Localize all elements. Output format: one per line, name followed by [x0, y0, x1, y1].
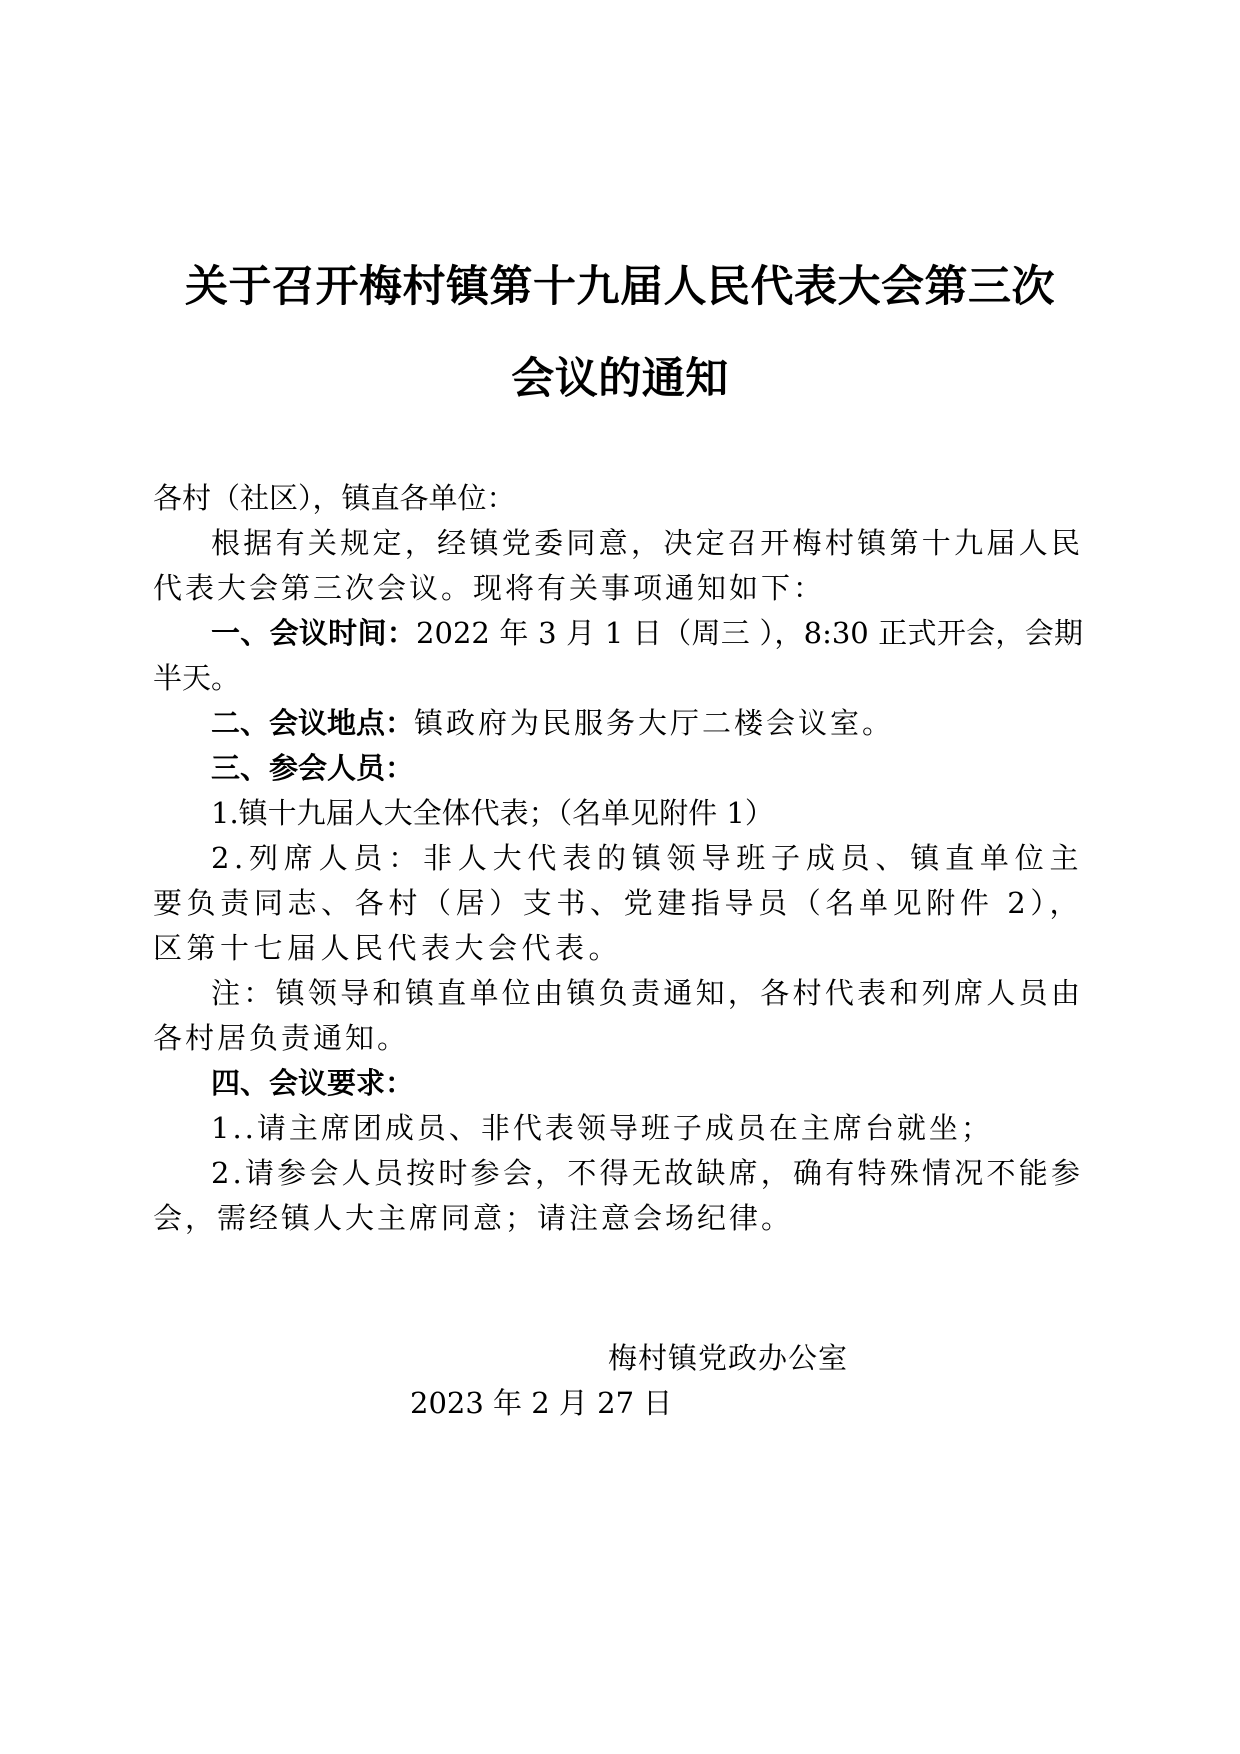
attendees-note: 注：镇领导和镇直单位由镇负责通知，各村代表和列席人员由各村居负责通知。 — [153, 976, 1083, 1055]
requirements-item-2: 2.请参会人员按时参会，不得无故缺席，确有特殊情况不能参会，需经镇人大主席同意；请注意会场纪律。 — [153, 1156, 1083, 1235]
section-place-heading: 二、会议地点： — [211, 706, 415, 740]
intro-paragraph: 根据有关规定，经镇党委同意，决定召开梅村镇第十九届人民代表大会第三次会议。现将有关事项通知如下： — [153, 526, 1083, 605]
document-body — [153, 476, 1083, 1241]
salutation: 各村（社区），镇直各单位： — [153, 481, 516, 515]
document-title-line-1: 关于召开梅村镇第十九届人民代表大会第三次 — [185, 262, 1055, 312]
document-title-line-2: 会议的通知 — [511, 354, 729, 404]
section-place — [153, 701, 1083, 746]
section-requirements-heading: 四、会议要求： — [211, 1066, 415, 1100]
attendees-item-2: 2.列席人员：非人大代表的镇领导班子成员、镇直单位主要负责同志、各村（居）支书、党建指导员（名单见附件 2），区第十七届人民代表大会代表。 — [153, 841, 1083, 965]
section-time-heading: 一、会议时间： — [211, 616, 417, 650]
section-time-text: 2022 年 3 月 1 日（周三 ），8:30 正式开会，会期半天。 — [153, 616, 1083, 695]
section-place-text: 镇政府为民服务大厅二楼会议室。 — [414, 706, 895, 740]
issuer-signature: 梅村镇党政办公室 — [608, 1341, 849, 1375]
section-attendees-heading: 三、参会人员： — [211, 751, 415, 785]
section-time — [153, 611, 1083, 701]
attendees-item-1: 1.镇十九届人大全体代表；（名单见附件 1） — [211, 796, 774, 830]
issue-date: 2023 年 2 月 27 日 — [410, 1386, 673, 1420]
requirements-item-1: 1..请主席团成员、非代表领导班子成员在主席台就坐； — [211, 1111, 993, 1145]
